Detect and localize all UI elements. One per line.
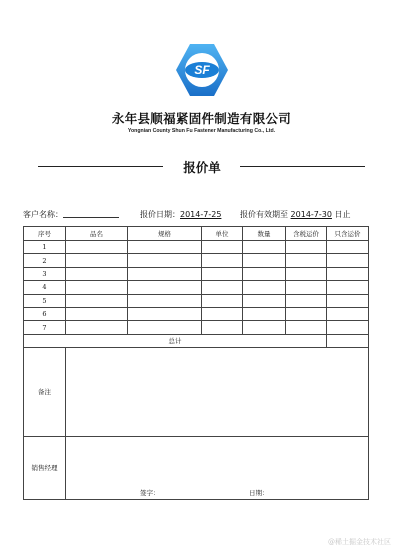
header-cell: 品名 [66, 227, 128, 241]
header-cell: 单位 [202, 227, 243, 241]
row-number: 7 [24, 321, 66, 334]
table-cell[interactable] [286, 267, 327, 280]
table-cell[interactable] [243, 321, 286, 334]
customer-blank[interactable] [63, 209, 119, 218]
table-row [24, 307, 369, 320]
table-header-row [24, 227, 369, 241]
quote-date-value: 2014-7-25 [180, 210, 222, 219]
table-cell[interactable] [243, 254, 286, 267]
table-cell[interactable] [243, 241, 286, 254]
company-logo-icon [173, 41, 231, 99]
row-number: 6 [24, 307, 66, 320]
header-cell: 序号 [24, 227, 66, 241]
table-cell[interactable] [128, 307, 202, 320]
table-cell[interactable] [243, 281, 286, 294]
header-cell: 只含运价 [327, 227, 369, 241]
watermark: @稀土掘金技术社区 [328, 538, 391, 546]
table-cell[interactable] [327, 267, 369, 280]
header-cell: 规格 [128, 227, 202, 241]
title-divider-right [240, 166, 365, 167]
table-cell[interactable] [286, 307, 327, 320]
valid-until-label: 报价有效期至 [240, 210, 288, 219]
row-number: 2 [24, 254, 66, 267]
notes-cell[interactable] [66, 347, 369, 436]
table-cell[interactable] [128, 281, 202, 294]
notes-label: 备注 [24, 347, 66, 436]
company-name-cn: 永年县顺福紧固件制造有限公司 [111, 111, 292, 126]
table-cell[interactable] [66, 241, 128, 254]
table-row [24, 267, 369, 280]
table-cell[interactable] [286, 254, 327, 267]
table-cell[interactable] [202, 241, 243, 254]
table-cell[interactable] [286, 241, 327, 254]
table-cell[interactable] [243, 267, 286, 280]
quote-date-field [140, 209, 221, 220]
table-cell[interactable] [202, 267, 243, 280]
notes-row [24, 347, 369, 436]
total-label: 总计 [24, 334, 327, 347]
table-cell[interactable] [286, 321, 327, 334]
customer-field [23, 209, 119, 220]
table-cell[interactable] [66, 307, 128, 320]
table-cell[interactable] [327, 307, 369, 320]
table-cell[interactable] [202, 294, 243, 307]
table-cell[interactable] [128, 294, 202, 307]
table-row [24, 241, 369, 254]
total-row [24, 334, 369, 347]
table-row [24, 254, 369, 267]
title-divider-left [38, 166, 163, 167]
table-cell[interactable] [327, 241, 369, 254]
total-value-cell[interactable] [327, 334, 369, 347]
table-cell[interactable] [202, 281, 243, 294]
valid-until-date: 2014-7-30 [290, 210, 332, 219]
manager-signature-cell[interactable] [66, 436, 369, 499]
table-cell[interactable] [128, 254, 202, 267]
table-cell[interactable] [327, 254, 369, 267]
signature-label: 签字： [140, 488, 160, 497]
table-cell[interactable] [327, 321, 369, 334]
table-row [24, 281, 369, 294]
row-number: 4 [24, 281, 66, 294]
table-cell[interactable] [202, 321, 243, 334]
header-cell: 数量 [243, 227, 286, 241]
table-row [24, 294, 369, 307]
manager-row [24, 436, 369, 499]
table-cell[interactable] [202, 254, 243, 267]
logo-text: SF [194, 63, 210, 77]
table-cell[interactable] [243, 307, 286, 320]
table-cell[interactable] [286, 294, 327, 307]
document-title: 报价单 [183, 160, 221, 175]
table-cell[interactable] [66, 321, 128, 334]
company-name-en: Yongnian County Shun Fu Fastener Manufacturing Co., Ltd. [127, 128, 276, 134]
date-label: 日期： [249, 488, 269, 497]
table-cell[interactable] [243, 294, 286, 307]
valid-until-field [240, 209, 351, 220]
quote-date-label: 报价日期： [140, 210, 180, 219]
row-number: 5 [24, 294, 66, 307]
valid-until-suffix: 日止 [334, 210, 351, 219]
table-cell[interactable] [66, 254, 128, 267]
table-cell[interactable] [286, 281, 327, 294]
table-cell[interactable] [327, 294, 369, 307]
row-number: 1 [24, 241, 66, 254]
table-cell[interactable] [128, 241, 202, 254]
table-cell[interactable] [128, 321, 202, 334]
table-cell[interactable] [66, 281, 128, 294]
customer-label: 客户名称： [23, 210, 63, 219]
quote-table [23, 226, 369, 500]
table-cell[interactable] [66, 294, 128, 307]
table-row [24, 321, 369, 334]
table-cell[interactable] [327, 281, 369, 294]
manager-label: 销售经理 [24, 436, 66, 499]
table-cell[interactable] [128, 267, 202, 280]
header-cell: 含税运价 [286, 227, 327, 241]
row-number: 3 [24, 267, 66, 280]
table-cell[interactable] [202, 307, 243, 320]
table-cell[interactable] [66, 267, 128, 280]
